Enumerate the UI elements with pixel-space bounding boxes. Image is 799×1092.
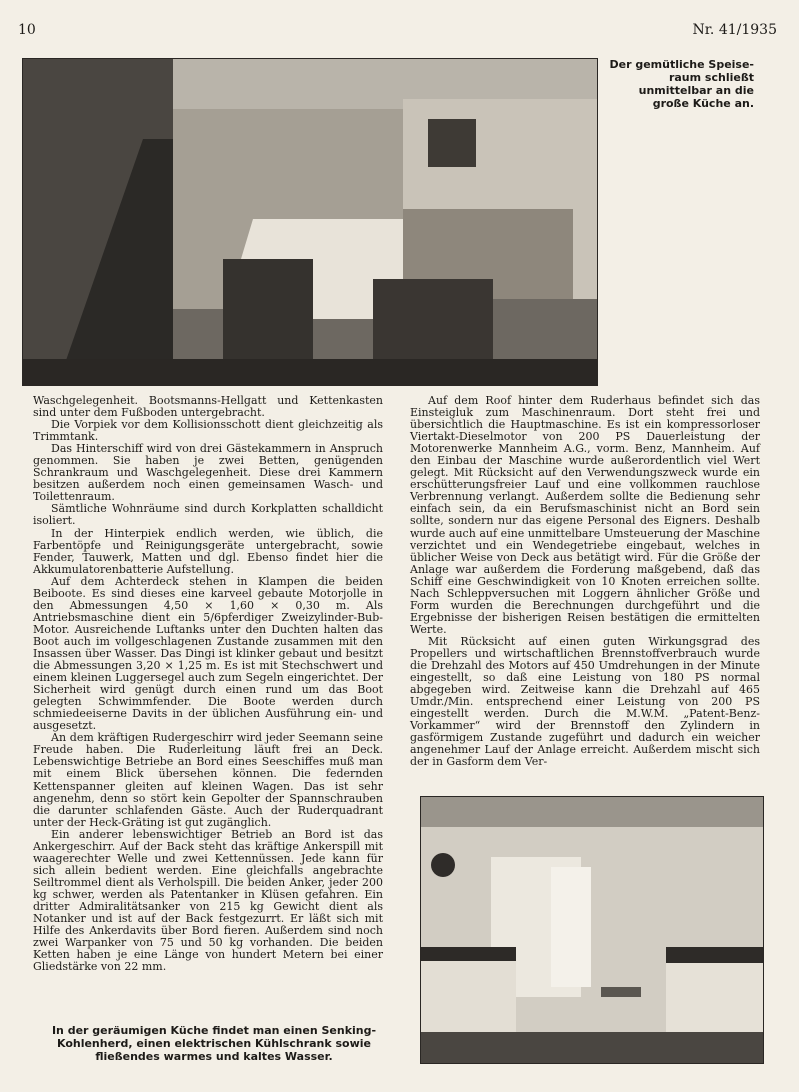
paragraph: Auf dem Achterdeck stehen in Klampen die beiden Beiboote. Es sind dieses eine karveel gebaute Motorjolle in den Abmessungen 4,50 × 1,60 × 0,30 m. Als Antriebsmaschine dient ein 5/6pferdiger Zweizylinder-Bub-Motor. Ausreichende Luftanks unter den Duchten halten das Boot auch im vollgeschlagenen Zustande zusammen mit den Insassen über Wasser. Das Dingi ist klinker gebaut und besitzt die Abmessungen 3,20 × 1,25 m. Es ist mit Stechschwert und einem kleinen Luggersegel auch zum Segeln eingerichtet. Der Sicherheit wird genügt durch einen rund um das Boot gelegten Schwimmfender. Die Boote werden durch schmiedeeiserne Davits in der üblichen Ausführung ein- und ausgesetzt. bbox=[33, 574, 383, 733]
paragraph: Auf dem Roof hinter dem Ruderhaus befindet sich das Einsteigluk zum Maschinenraum. Dort steht frei und übersichtlich die Hauptmaschine. Es ist ein kompressorloser Viertakt-Dieselmotor von 200 PS Dauerleistung der Motorenwerke Mannheim A.G., vorm. Benz, Mannheim. Auf den Einbau der Maschine wurde außerordentlich viel Wert gelegt. Mit Rücksicht auf den Verwendungszweck wurde ein erschütterungsfreier Lauf und eine vollkommen rauchlose Verbrennung verlangt. Außerdem sollte die Bedienung sehr einfach sein, da ein Berufsmaschinist nicht an Bord sein sollte, sondern nur das eigene Personal des Eigners. Deshalb wurde auch auf eine unmittelbare Umsteuerung der Maschine verzichtet und ein Wendegetriebe eingebaut, welches in üblicher Weise von Deck aus betätigt wird. Für die Größe der Anlage war außerdem die Forderung maßgebend, daß das Schiff eine Geschwindigkeit von 10 Knoten erreichen sollte. Nach Schleppversuchen mit Loggern ähnlicher Größe und Form wurden die Berechnungen durchgeführt und die Ergebnisse der bisherigen Reisen bestätigen die ermittelten Werte. bbox=[410, 394, 760, 636]
paragraph: Waschgelegenheit. Bootsmanns-Hellgatt und Kettenkasten sind unter dem Fußboden untergebracht. bbox=[33, 394, 383, 420]
kitchen-photo bbox=[420, 796, 764, 1064]
paragraph: Ein anderer lebenswichtiger Betrieb an Bord ist das Ankergeschirr. Auf der Back steht das kräftige Ankerspill mit waagerechter Welle und zwei Kettennüssen. Jede kann für sich allein bedient werden. Eine gleichfalls angebrachte Seiltrommel dient als Verholspill. Die beiden Anker, jeder 200 kg schwer, werden als Patentanker in Klüsen gefahren. Ein dritter Admiralitätsanker von 215 kg Gewicht dient als Notanker und ist auf der Back festgezurrt. Er läßt sich mit Hilfe des Ankerdavits über Bord fieren. Außerdem sind noch zwei Warpanker von 75 und 50 kg vorhanden. Die beiden Ketten haben je eine Länge von hundert Metern bei einer Gliedstärke von 22 mm. bbox=[33, 827, 383, 974]
dining-room-photo bbox=[22, 58, 598, 386]
left-text-column bbox=[33, 395, 383, 973]
right-text-column bbox=[410, 395, 760, 768]
paragraph: Mit Rücksicht auf einen guten Wirkungsgrad des Propellers und wirtschaftlichen Brennstoffverbrauch wurde die Drehzahl des Motors auf 450 Umdrehungen in der Minute eingestellt, so daß eine Leistung von 180 PS normal abgegeben wird. Zeitweise kann die Drehzahl auf 465 Umdr./Min. entsprechend einer Leistung von 200 PS eingestellt werden. Durch die M.W.M. „Patent-Benz-Vorkammer“ wird der Brennstoff den Zylindern in gasförmigem Zustande zugeführt und dadurch ein weicher angenehmer Lauf der Anlage erreicht. Außerdem mischt sich der in Gasform dem Ver- bbox=[410, 634, 760, 769]
page-number: 10 bbox=[18, 22, 36, 38]
paragraph: Die Vorpiek vor dem Kollisionsschott dient gleichzeitig als Trimmtank. bbox=[33, 418, 383, 444]
paragraph: An dem kräftigen Rudergeschirr wird jeder Seemann seine Freude haben. Die Ruderleitung läuft frei an Deck. Lebenswichtige Betriebe an Bord eines Seeschiffes muß man mit einem Blick übersehen können. Die federnden Kettenspanner gleiten auf kleinen Wagen. Das ist sehr angenehm, denn so stört kein Gepolter der Spannschrauben die darunter schlafenden Gäste. Auch der Ruderquadrant unter der Heck-Gräting ist gut zugänglich. bbox=[33, 731, 383, 829]
bottom-photo-caption: In der geräumigen Küche findet man einen Senking-Kohlenherd, einen elektrischen Kühlschrank sowie fließendes warmes und kaltes Wasser. bbox=[51, 1024, 377, 1063]
paragraph: Sämtliche Wohnräume sind durch Korkplatten schalldicht isoliert. bbox=[33, 502, 383, 528]
top-photo-caption: Der gemütliche Speise-raum schließt unmittelbar an die große Küche an. bbox=[609, 58, 754, 110]
issue-number: Nr. 41/1935 bbox=[692, 22, 777, 38]
paragraph: In der Hinterpiek endlich werden, wie üblich, die Farbentöpfe und Reinigungsgeräte untergebracht, sowie Fender, Tauwerk, Matten und dgl. Ebenso findet hier die Akkumulatorenbatterie Aufstellung. bbox=[33, 526, 383, 576]
paragraph: Das Hinterschiff wird von drei Gästekammern in Anspruch genommen. Sie haben je zwei Betten, genügenden Schrankraum und Waschgelegenheit. Diese drei Kammern besitzen außerdem noch einen gemeinsamen Wasch- und Toilettenraum. bbox=[33, 442, 383, 504]
